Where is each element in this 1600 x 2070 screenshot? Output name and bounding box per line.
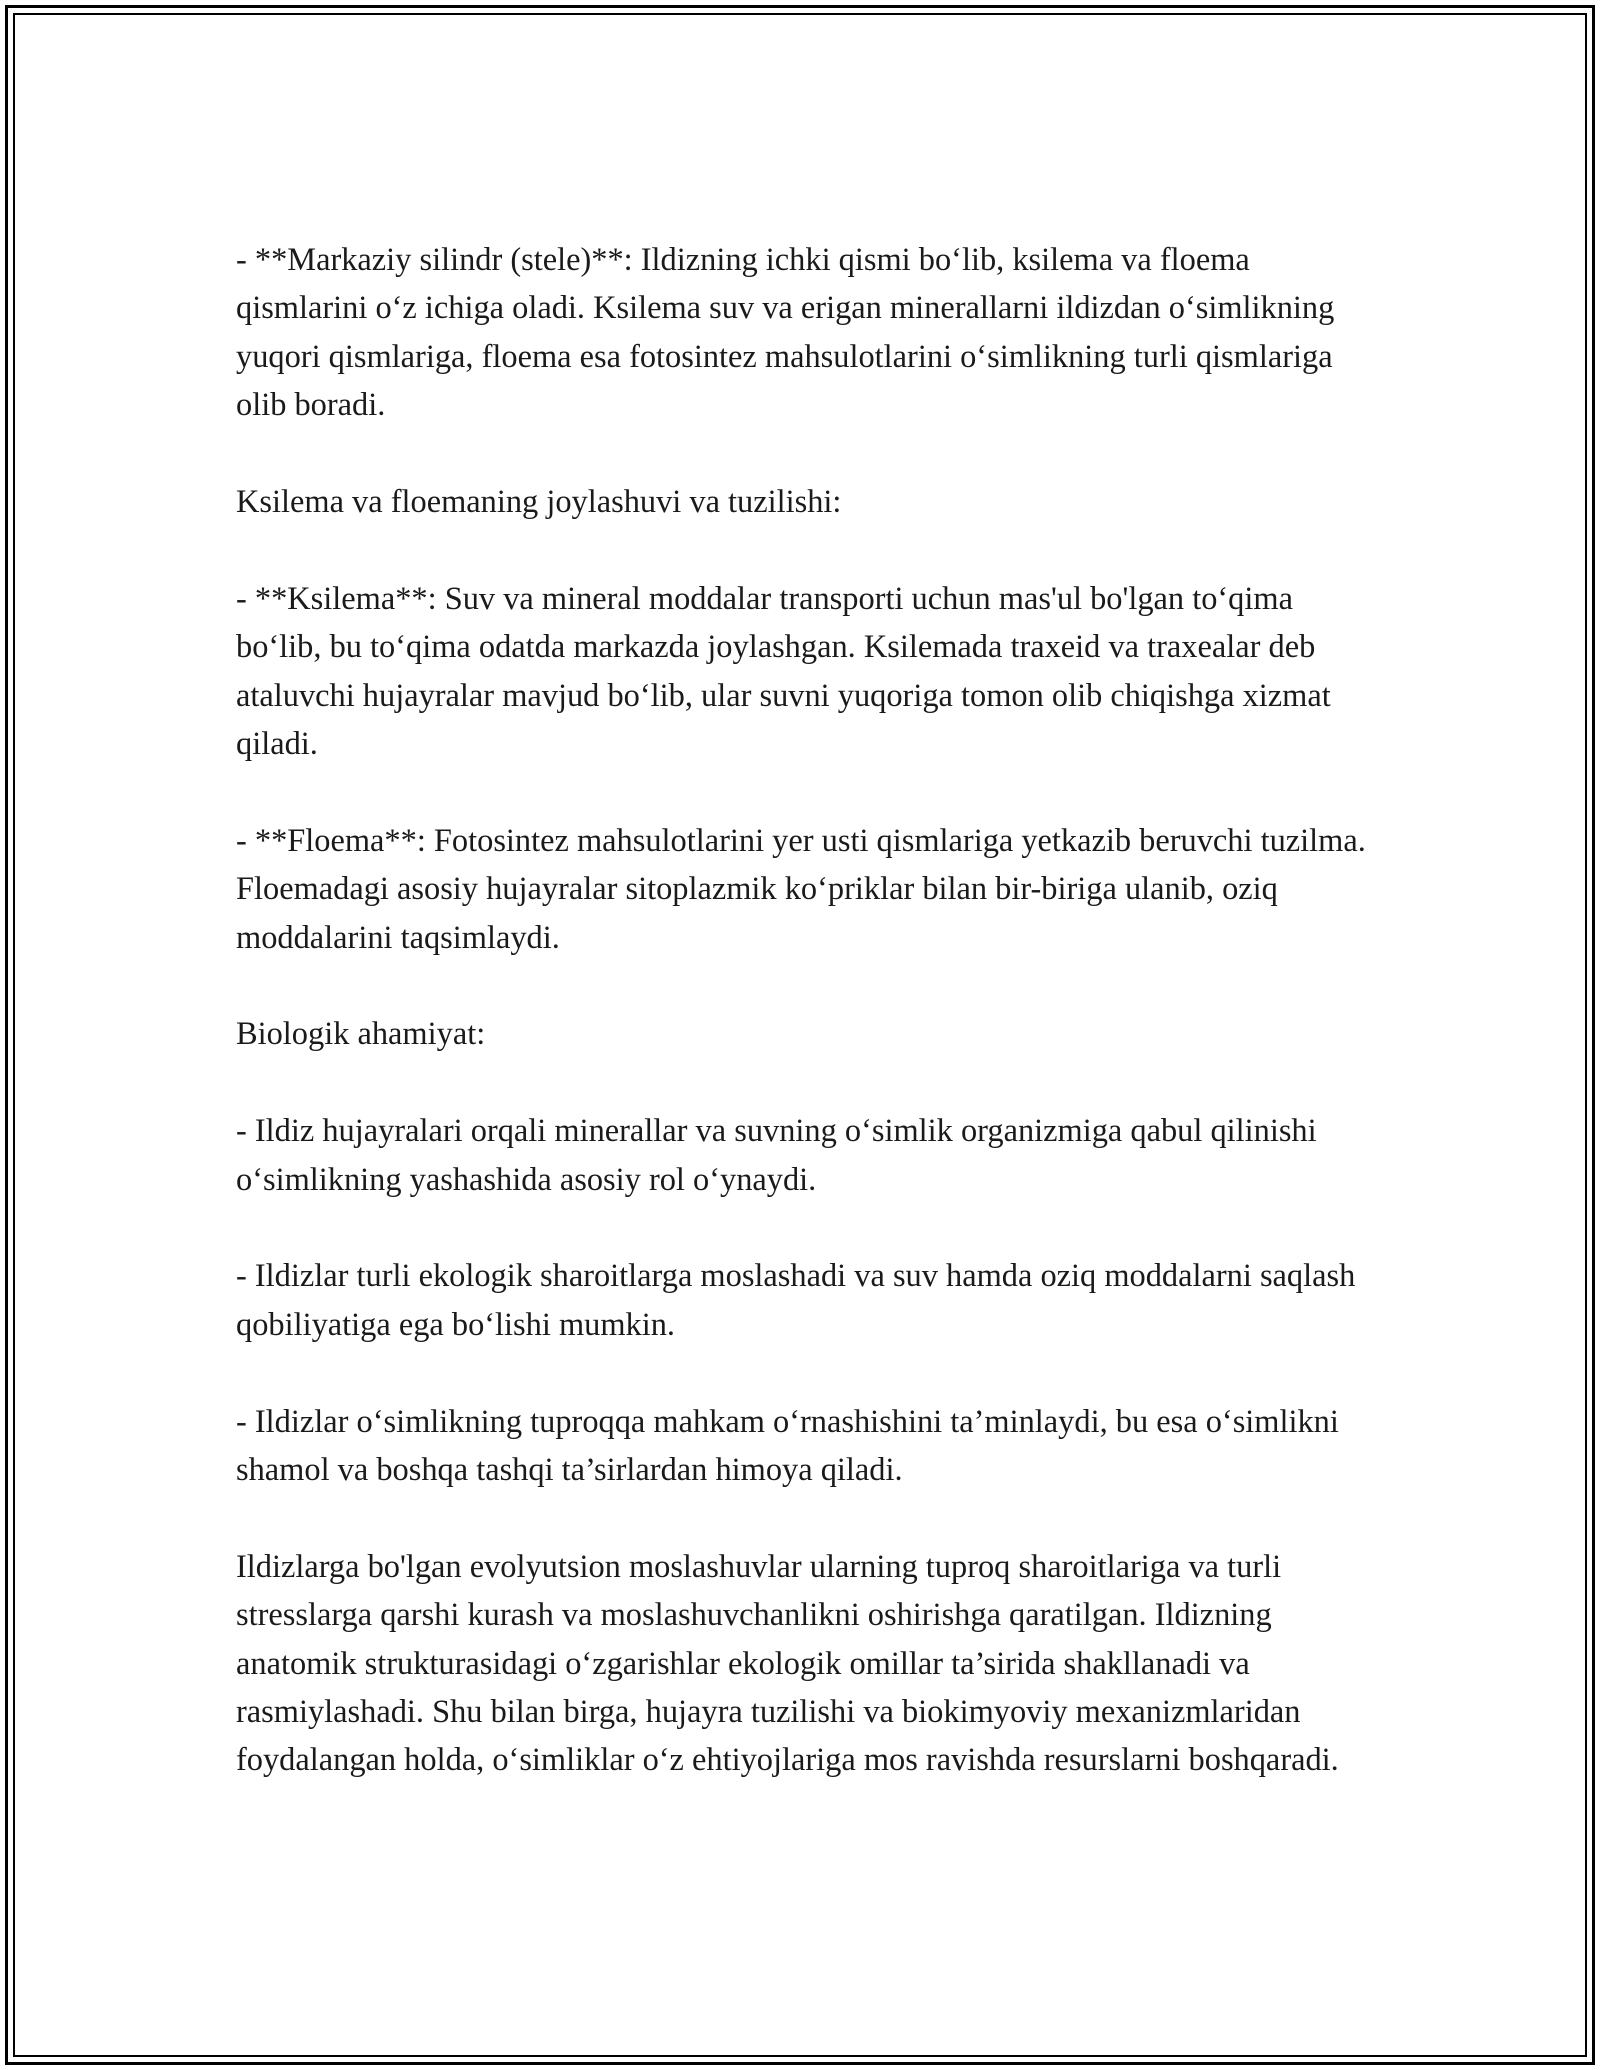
heading-biologik-ahamiyat: Biologik ahamiyat: [236,1016,486,1053]
paragraph-floema: - **Floema**: Fotosintez mahsulotlarini yer usti qismlariga yetkazib beruvchi tuzilma. Floemadagi asosiy hujayralar sitoplazmik ko‘priklar bilan bir-biriga ulanib, oziq moddalarini taqsimlaydi. [236,822,1366,956]
document-body [236,236,1366,1785]
paragraph-ildizlar-ekologik: - Ildizlar turli ekologik sharoitlarga moslashadi va suv hamda oziq moddalarni saqlash qobiliyatiga ega bo‘lishi mumkin. [236,1258,1356,1343]
heading-ksilema-floema: Ksilema va floemaning joylashuvi va tuzilishi: [236,484,842,521]
paragraph-ildiz-hujayralari: - Ildiz hujayralari orqali minerallar va suvning o‘simlik organizmiga qabul qilinishi o‘simlikning yashashida asosiy rol o‘ynaydi. [236,1113,1317,1198]
paragraph-markaziy-silindr: - **Markaziy silindr (stele)**: Ildizning ichki qismi bo‘lib, ksilema va floema qismlarini o‘z ichiga oladi. Ksilema suv va erigan minerallarni ildizdan o‘simlikning yuqori qismlariga, floema esa fotosintez mahsulotlarini o‘simlikning turli qismlariga olib boradi. [236,242,1335,424]
paragraph-ksilema: - **Ksilema**: Suv va mineral moddalar transporti uchun mas'ul bo'lgan to‘qima bo‘lib, bu to‘qima odatda markazda joylashgan. Ksilemada traxeid va traxealar deb ataluvchi hujayralar mavjud bo‘lib, ular suvni yuqoriga tomon olib chiqishga xizmat qiladi. [236,580,1331,763]
paragraph-evolyutsion-moslashuvlar: Ildizlarga bo'lgan evolyutsion moslashuvlar ularning tuproq sharoitlariga va turli stresslarga qarshi kurash va moslashuvchanlikni oshirishga qaratilgan. Ildizning anatomik strukturasidagi o‘zgarishlar ekologik omillar ta’sirida shakllanadi va rasmiylashadi. Shu bilan birga, hujayra tuzilishi va biokimyoviy mexanizmlaridan foydalangan holda, o‘simliklar o‘z ehtiyojlariga mos ravishda resurslarni boshqaradi. [236,1548,1339,1779]
paragraph-ildizlar-tuproqqa: - Ildizlar o‘simlikning tuproqqa mahkam o‘rnashishini ta’minlaydi, bu esa o‘simlikni shamol va boshqa tashqi ta’sirlardan himoya qiladi. [236,1403,1339,1489]
